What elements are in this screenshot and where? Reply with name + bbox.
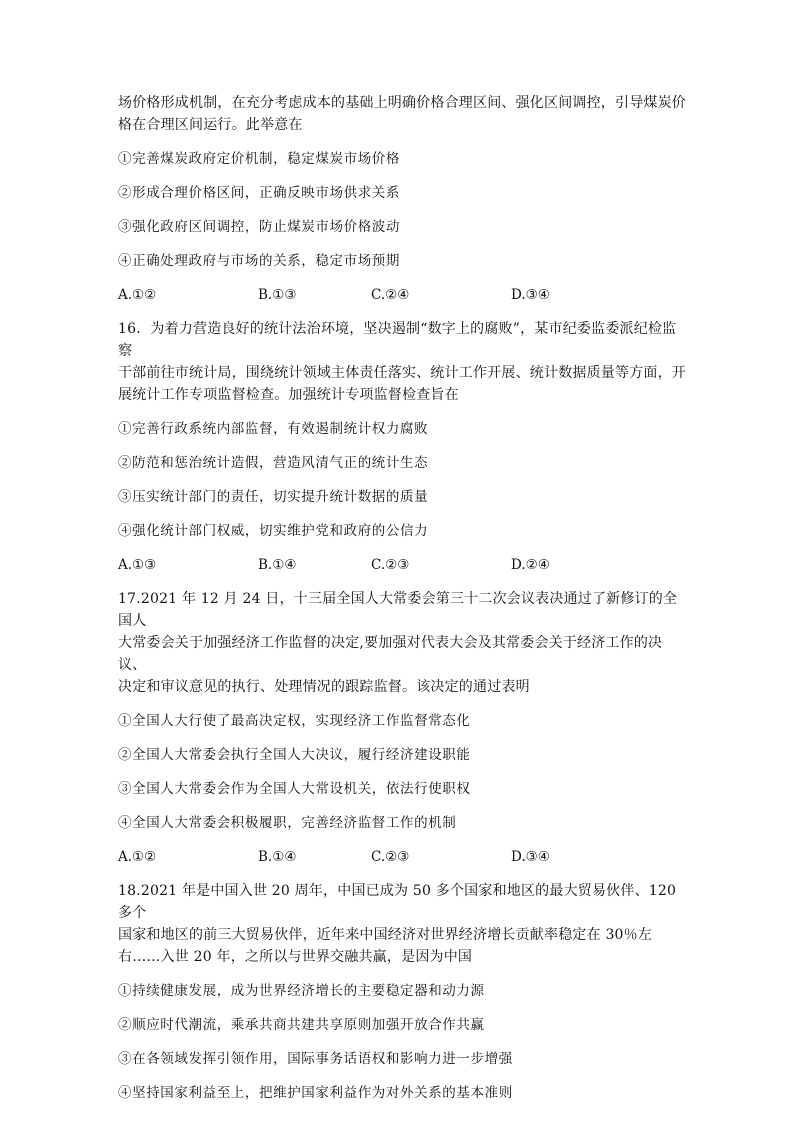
question-17-option-3: ③全国人大常委会作为全国人大常设机关，依法行使职权	[118, 781, 471, 797]
question-15	[118, 92, 688, 306]
exam-page	[118, 92, 688, 1104]
question-15-option-3: ③强化政府区间调控，防止煤炭市场价格波动	[118, 219, 400, 235]
question-17-option-4: ④全国人大常委会积极履职，完善经济监督工作的机制	[118, 815, 457, 831]
question-16-option-4: ④强化统计部门权威，切实维护党和政府的公信力	[118, 523, 429, 539]
question-17-choice-a: A.①②	[118, 849, 157, 865]
question-15-choice-a: A.①②	[118, 287, 157, 303]
question-17	[118, 588, 688, 868]
question-16-choice-c: C.②③	[371, 557, 410, 573]
question-18-option-1: ①持续健康发展，成为世界经济增长的主要稳定器和动力源	[118, 983, 485, 999]
question-16-choice-b: B.①④	[258, 557, 297, 573]
question-16	[118, 318, 688, 576]
question-16-choice-a: A.①③	[118, 557, 157, 573]
question-18-option-3: ③在各领域发挥引领作用，国际事务话语权和影响力进一步增强	[118, 1051, 513, 1067]
question-17-option-2: ②全国人大常委会执行全国人大决议，履行经济建设职能	[118, 747, 471, 763]
question-15-choice-d: D.③④	[511, 287, 550, 303]
question-15-option-1: ①完善煤炭政府定价机制，稳定煤炭市场价格	[118, 151, 400, 167]
question-17-option-1: ①全国人大行使了最高决定权，实现经济工作监督常态化	[118, 713, 471, 729]
question-17-choice-c: C.②③	[371, 849, 410, 865]
question-17-choices	[118, 846, 688, 868]
question-15-stem-line1: 场价格形成机制，在充分考虑成本的基础上明确价格合理区间、强化区间调控，引导煤炭价	[118, 95, 686, 111]
question-17-choice-b: B.①④	[258, 849, 297, 865]
question-15-choice-c: C.②④	[371, 287, 410, 303]
question-16-choice-d: D.②④	[511, 557, 550, 573]
question-15-choices	[118, 284, 688, 306]
question-15-option-4: ④正确处理政府与市场的关系，稳定市场预期	[118, 253, 400, 269]
question-16-choices	[118, 554, 688, 576]
question-15-stem-line2: 格在合理区间运行。此举意在	[118, 117, 303, 133]
question-18-stem-line2: 国家和地区的前三大贸易伙伴，近年来中国经济对世界经济增长贡献率稳定在 30％左	[118, 927, 653, 943]
question-16-stem-line1: 16．为着力营造良好的统计法治环境，坚决遏制“数字上的腐败”，某市纪委监委派纪检监察	[118, 321, 677, 359]
question-18-stem-line1: 18.2021 年是中国入世 20 周年，中国已成为 50 多个国家和地区的最大贸易伙伴、120 多个	[118, 883, 677, 921]
question-18-option-4: ④坚持国家利益至上，把维护国家利益作为对外关系的基本准则	[118, 1085, 513, 1101]
question-16-stem-line2: 干部前往市统计局，围绕统计领域主体责任落实、统计工作开展、统计数据质量等方面，开	[118, 365, 686, 381]
question-18-option-2: ②顺应时代潮流，乘承共商共建共享原则加强开放合作共赢	[118, 1017, 485, 1033]
question-17-stem-line2: 大常委会关于加强经济工作监督的决定,要加强对代表大会及其常委会关于经济工作的决议、	[118, 635, 663, 673]
question-16-option-3: ③压实统计部门的责任，切实提升统计数据的质量	[118, 489, 429, 505]
question-16-option-2: ②防范和惩治统计造假，营造风清气正的统计生态	[118, 455, 429, 471]
question-16-option-1: ①完善行政系统内部监督，有效遏制统计权力腐败	[118, 421, 429, 437]
question-17-stem-line1: 17.2021 年 12 月 24 日，十三届全国人大常委会第三十二次会议表决通过了新修订的全国人	[118, 591, 678, 629]
question-15-choice-b: B.①③	[258, 287, 297, 303]
question-18-stem-line3: 右……入世 20 年，之所以与世界交融共赢，是因为中国	[118, 949, 473, 965]
question-17-stem-line3: 决定和审议意见的执行、处理情况的跟踪监督。该决定的通过表明	[118, 679, 530, 695]
question-18	[118, 880, 688, 1104]
question-17-choice-d: D.③④	[511, 849, 550, 865]
question-16-stem-line3: 展统计工作专项监督检查。加强统计专项监督检查旨在	[118, 387, 459, 403]
question-15-option-2: ②形成合理价格区间，正确反映市场供求关系	[118, 185, 400, 201]
